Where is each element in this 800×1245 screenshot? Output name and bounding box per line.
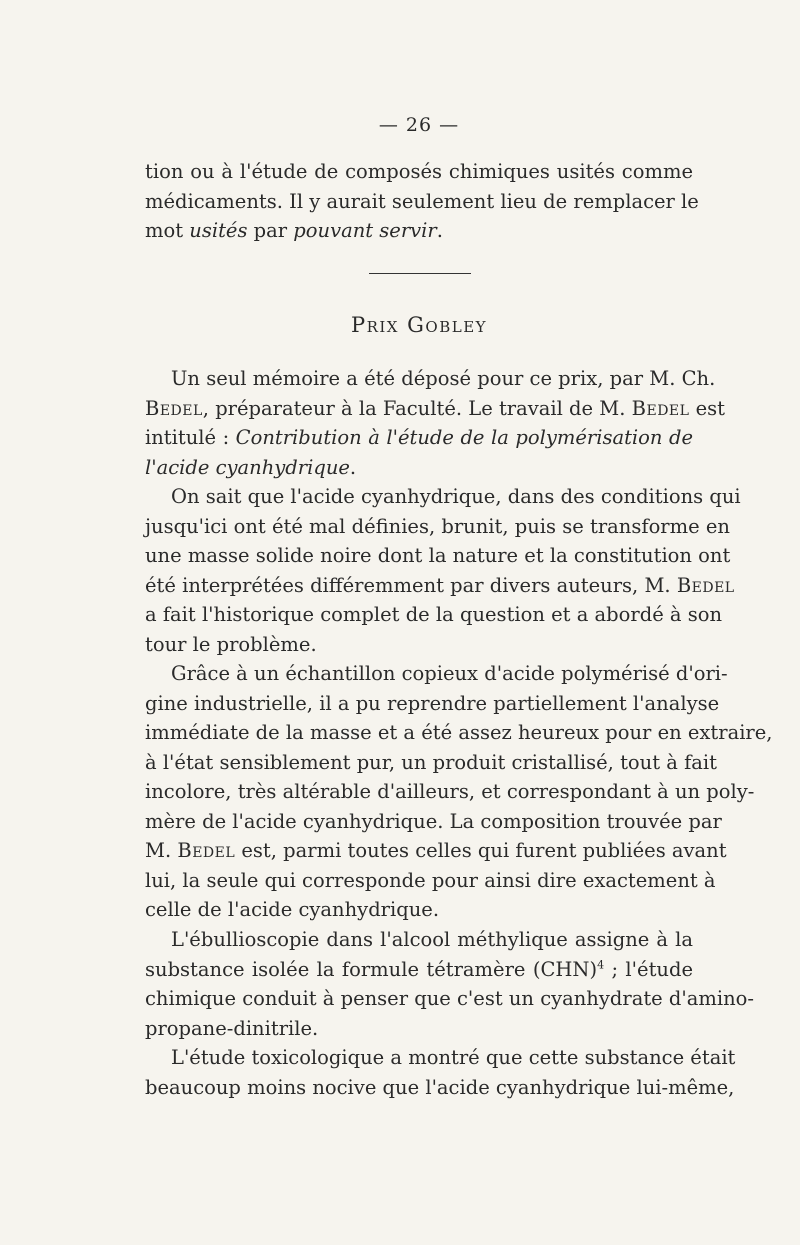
text-line: L'étude toxicologique a montré que cette substance était (171, 1046, 736, 1069)
text-fragment: est, parmi toutes celles qui furent publiées avant (235, 839, 727, 862)
text-line: Grâce à un échantillon copieux d'acide polymérisé d'ori- (171, 662, 728, 685)
text-line: a fait l'historique complet de la question et a abordé à son (145, 603, 723, 626)
text-fragment: est (689, 396, 726, 420)
superscript: 4 (597, 958, 605, 971)
text-line: tion ou à l'étude de composés chimiques usités comme (145, 160, 693, 183)
text-line: à l'état sensiblement pur, un produit cristallisé, tout à fait (145, 750, 717, 774)
author-name: Bedel (631, 396, 690, 420)
text-fragment: mot (145, 219, 190, 242)
text-fragment: intitulé : (145, 426, 236, 449)
text-fragment: été interprétées différemment par divers auteurs, M. (145, 573, 677, 597)
text-line: tour le problème. (145, 632, 317, 656)
text-line: propane-dinitrile. (145, 1016, 319, 1040)
text-line (145, 453, 693, 483)
italic-term: pouvant servir (293, 219, 437, 242)
text-line (145, 394, 726, 424)
text-fragment: . (436, 219, 443, 242)
paragraph-2 (145, 482, 741, 659)
text-line (145, 571, 735, 601)
text-fragment: par (247, 219, 294, 242)
author-name: Bedel (145, 396, 203, 420)
author-name: Bedel (676, 573, 735, 597)
text-line: On sait que l'acide cyanhydrique, dans des conditions qui (171, 485, 741, 508)
text-fragment: , préparateur à la Faculté. Le travail de M. (202, 396, 632, 420)
text-line: L'ébullioscopie dans l'alcool méthylique assigne à la (171, 928, 693, 951)
italic-title: Contribution à l'étude de la polymérisation de (235, 426, 694, 449)
italic-title: l'acide cyanhydrique (145, 455, 350, 479)
text-line: médicaments. Il y aurait seulement lieu de remplacer le (145, 189, 699, 213)
italic-term: usités (189, 219, 248, 242)
text-line (145, 836, 727, 866)
text-line: jusqu'ici ont été mal définies, brunit, puis se transforme en (145, 514, 730, 538)
paragraph-1 (145, 364, 726, 482)
text-fragment: . (349, 455, 357, 479)
text-line: beaucoup moins nocive que l'acide cyanhydrique lui-même, (145, 1075, 735, 1099)
text-line: lui, la seule qui corresponde pour ainsi dire exactement à (145, 868, 716, 892)
text-line: Un seul mémoire a été déposé pour ce prix, par M. Ch. (171, 367, 716, 390)
text-fragment: substance isolée la formule tétramère (CHN) (145, 957, 598, 981)
paragraph-4 (145, 925, 754, 1043)
text-line (145, 216, 693, 246)
text-line: incolore, très altérable d'ailleurs, et correspondant à un poly- (145, 780, 755, 803)
page-number: — 26 — (378, 114, 460, 136)
text-line: celle de l'acide cyanhydrique. (145, 898, 440, 921)
text-line: immédiate de la masse et a été assez heureux pour en extraire, (145, 721, 773, 744)
text-fragment: ; l'étude (604, 957, 693, 981)
section-divider (369, 273, 471, 274)
intro-paragraph (145, 157, 699, 246)
paragraph-5 (145, 1043, 736, 1102)
text-line: mère de l'acide cyanhydrique. La composition trouvée par (145, 809, 722, 833)
text-line: gine industrielle, il a pu reprendre partiellement l'analyse (145, 691, 720, 715)
text-line (145, 423, 693, 453)
paragraph-3 (145, 659, 773, 925)
author-name: Bedel (177, 839, 236, 862)
section-title: Prix Gobley (350, 313, 488, 337)
text-line: chimique conduit à penser que c'est un cyanhydrate d'amino- (145, 987, 754, 1010)
text-fragment: M. (145, 839, 178, 862)
text-line (145, 955, 693, 985)
text-line: une masse solide noire dont la nature et la constitution ont (145, 544, 731, 567)
